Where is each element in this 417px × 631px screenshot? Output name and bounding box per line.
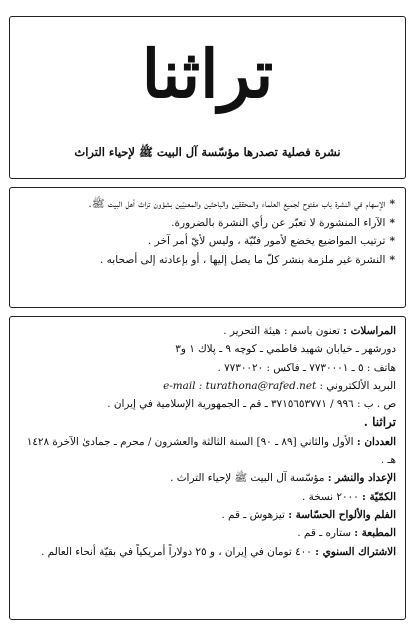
star-icon: * [389, 216, 395, 229]
issues-line: العددان : الأول والثاني [٨٩ ـ ٩٠] السنة الثالثة والعشرون / محرم ـ جمادىٰ الآخرة ١٤٢٨ هـ . [26, 435, 396, 467]
star-icon: * [389, 235, 395, 247]
note-item: *النشرة غير ملزمة بنشر كلّ ما يصل إليها ، أو بإعادته إلى أصحابه . [99, 253, 395, 266]
press-line: المطبعة : ستاره ـ قم . [297, 527, 396, 540]
note-item: *الإسهام في النشرة باب مفتوح لجميع العلماء والمحققين والباحثين والمعنيّين بشؤون تراث أهل البيت ﷺ. [88, 198, 395, 210]
quantity-line: الكمّيّة : ٢٠٠٠ نسخة . [302, 490, 396, 503]
pobox-name: تراثنا . [363, 415, 396, 430]
notes-box [9, 187, 406, 308]
correspondence-line: المراسلات : تعنون باسم : هيئة التحرير . [223, 325, 396, 337]
journal-subtitle: نشرة فصلية تصدرها مؤسّسة آل البيت ﷺ لإحياء التراث [74, 145, 341, 159]
pobox-line: ص . ب : ٩٩٦ / ٣٧١٥٦٥٣٧٧١ ـ قم ـ الجمهورية الإسلامية في إيران . [107, 398, 396, 411]
star-icon: * [389, 198, 395, 210]
header-box [9, 16, 406, 179]
film-line: الفلم والألواح الحسّاسة : تيزهوش ـ قم . [221, 508, 396, 521]
address-line: دورشهر ـ خيابان شهيد فاطمي ـ كوچه ٩ ـ پلاك ١ و٣ [175, 343, 396, 356]
note-item: *ترتيب المواضيع يخضع لأمور فنّيّة ، وليس لأيّ أمر آخر . [147, 235, 395, 247]
email-line: البريد الألكتروني : e-mail : turathona@rafed.net [163, 379, 396, 392]
note-item: *الآراء المنشورة لا تعبّر عن رأي النشرة بالضرورة. [171, 216, 395, 229]
notes-list [10, 188, 405, 269]
journal-title: تراثنا [141, 35, 274, 113]
subscription-line: الاشتراك السنوي : ٤٠٠ تومان في إيران ، و ٢٥ دولاراً أمريكياً في بقيّة أنحاء العالم . [41, 545, 396, 558]
phone-line: هاتف : ٥ ـ ٧٧٣٠٠٠١ ـ فاكس : ٧٧٣٠٠٢٠ . [217, 361, 396, 374]
email-link[interactable]: e-mail : turathona@rafed.net [163, 379, 317, 392]
prep-line: الإعداد والنشر : مؤسّسة آل البيت ﷺ لإحياء التراث . [170, 472, 396, 485]
publication-info-box [9, 316, 406, 620]
publication-info [10, 317, 405, 561]
star-icon: * [389, 253, 395, 266]
